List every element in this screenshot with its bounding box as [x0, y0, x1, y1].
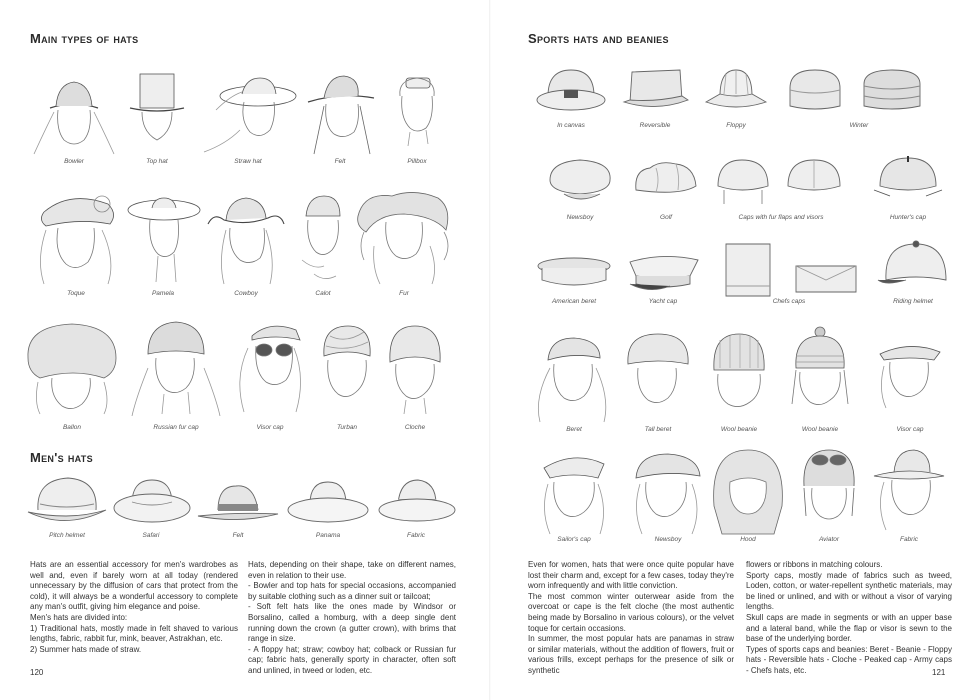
caption: Sailor's cap: [557, 536, 591, 543]
caption: Turban: [336, 424, 358, 431]
illustration-mens-felt: [196, 474, 280, 546]
illustration-top-hat: [124, 70, 190, 168]
caption: Cloche: [404, 424, 426, 431]
paragraph: Hats, depending on their shape, take on different names, even in relation to their use.: [248, 560, 456, 580]
caption: Bowler: [64, 158, 84, 165]
illustration-fabric-right: [870, 446, 948, 550]
caption: Aviator: [818, 536, 840, 543]
illustration-toque: [30, 190, 122, 302]
paragraph: 1) Traditional hats, mostly made in felt shaved to various lengths, fabric, rabbit fur, mink, beaver, Astrakhan, etc.: [30, 623, 238, 644]
illustration-pamela: [124, 190, 202, 302]
caption: Cowboy: [234, 290, 258, 297]
illustration-fabric: [374, 474, 458, 546]
caption: Reversible: [639, 122, 671, 129]
left-text-column-2: [248, 560, 456, 677]
caption: Straw hat: [234, 158, 262, 165]
right-page: [490, 0, 980, 700]
illustration-turban: [316, 322, 378, 434]
paragraph: Sporty caps, mostly made of fabrics such as tweed, Loden, cotton, or water-repellent synthetic materials, may be lined or unlined, and with or without a visor of varying lengths.: [746, 570, 952, 612]
illustration-newsboy: [544, 156, 616, 226]
illustration-ballon: [24, 318, 120, 434]
caption: In canvas: [557, 122, 585, 129]
caption: Pamela: [151, 290, 175, 297]
illustration-calot: [294, 190, 352, 302]
paragraph: Hats are an essential accessory for men's wardrobes as well and, even if barely worn at all today (rendered unnecessary by the diffusion of cars that protect from the cold), it will always be a wonderful accessory to complete any man's outfit, giving him elegance and poise.: [30, 560, 238, 612]
caption: Chefs caps: [772, 298, 806, 305]
paragraph: The most common winter outerwear aside from the overcoat or cape is the felt cloche (the most authentic being made by Borsalino in various colours), or the velvet toque for certain occasions.: [528, 591, 734, 633]
caption: Russian fur cap: [153, 424, 199, 431]
illustration-caps-with-fur-flaps: [710, 156, 852, 226]
caption: Felt: [334, 158, 346, 165]
caption: Wool beanie: [801, 426, 839, 433]
illustration-safari: [110, 474, 192, 546]
page-number: 120: [30, 668, 44, 677]
illustration-hood: [708, 446, 788, 550]
paragraph: 2) Summer hats made of straw.: [30, 644, 142, 654]
illustration-fur: [354, 186, 454, 302]
illustration-chefs-caps: [716, 240, 862, 316]
illustration-russian-fur-cap: [128, 318, 224, 434]
illustration-sailors-cap: [534, 450, 614, 550]
caption: Safari: [142, 532, 160, 539]
caption: Caps with fur flaps and visors: [738, 214, 824, 221]
illustration-pitch-helmet: [26, 474, 108, 546]
illustration-golf: [630, 156, 702, 226]
illustration-pillbox: [386, 70, 448, 168]
illustration-bowler: [28, 70, 120, 168]
paragraph: Men's hats are divided into:: [30, 612, 128, 622]
caption: Fabric: [899, 536, 919, 543]
illustration-tall-beret: [622, 330, 694, 438]
caption: Beret: [566, 426, 582, 433]
caption: Toque: [67, 290, 85, 297]
heading-mens-hats: Men's hats: [30, 450, 93, 465]
caption: Calot: [315, 290, 331, 297]
illustration-visor-cap: [230, 318, 310, 434]
left-text-column-1: [30, 560, 238, 655]
paragraph: Types of sports caps and beanies: Beret - Beanie - Floppy hats - Reversible hats - Cloche - Peaked cap - Army caps - Chefs hats, etc.: [746, 644, 952, 675]
paragraph: In summer, the most popular hats are panamas in straw or similar materials, without the addition of flowers, fruit or various frills, except perhaps for the presence of silk or synthetic: [528, 634, 734, 675]
illustration-beret: [530, 334, 618, 438]
caption: Visor cap: [256, 424, 284, 431]
paragraph: Even for women, hats that were once quite popular have lost their charm and, except for a few cases, today they're worn infrequently and with little conviction.: [528, 560, 734, 591]
caption: Hood: [740, 536, 756, 543]
caption: Riding helmet: [893, 298, 933, 305]
heading-main-types: Main types of hats: [30, 31, 139, 46]
caption: Newsboy: [566, 214, 594, 221]
illustration-cowboy: [204, 190, 288, 302]
heading-sports-hats: Sports hats and beanies: [528, 31, 669, 46]
caption: American beret: [551, 298, 597, 305]
illustration-floppy: [702, 66, 770, 134]
caption: Top hat: [146, 158, 168, 165]
illustration-reversible: [620, 66, 690, 134]
right-text-column-1: [528, 560, 734, 677]
caption: Golf: [660, 214, 672, 221]
caption: Fur: [399, 290, 409, 297]
caption: Panama: [315, 532, 341, 539]
caption: Winter: [849, 122, 869, 129]
illustration-visor-cap-right: [874, 334, 946, 438]
illustration-aviator: [798, 446, 860, 550]
illustration-riding-helmet: [876, 240, 950, 316]
caption: Visor cap: [896, 426, 924, 433]
illustration-cloche: [384, 322, 446, 434]
illustration-felt: [304, 70, 376, 168]
paragraph: - Soft felt hats like the ones made by Windsor or Borsalino, called a homburg, with a deep single dent running down the crown (a gutter crown), with brims that range in size.: [248, 602, 456, 644]
illustration-wool-beanie-2: [782, 326, 858, 438]
illustration-in-canvas: [534, 66, 608, 134]
illustration-hunters-cap: [870, 154, 946, 226]
caption: Tall beret: [644, 426, 672, 433]
caption: Ballon: [62, 424, 82, 431]
caption: Pillbox: [407, 158, 427, 165]
illustration-winter-2: [849, 66, 934, 134]
caption: Floppy: [726, 122, 746, 129]
caption: Newsboy: [654, 536, 682, 543]
illustration-straw-hat: [196, 70, 300, 168]
illustration-american-beret: [534, 250, 614, 316]
illustration-wool-beanie-1: [706, 330, 772, 438]
caption: Hunter's cap: [889, 214, 927, 221]
caption: Yacht cap: [648, 298, 678, 305]
caption: Fabric: [406, 532, 426, 539]
caption: Wool beanie: [720, 426, 758, 433]
illustration-newsboy-women: [630, 450, 706, 550]
page-number: 121: [932, 668, 946, 677]
right-text-column-2: [746, 560, 952, 677]
illustration-panama: [286, 474, 370, 546]
paragraph: flowers or ribbons in matching colours.: [746, 560, 883, 569]
paragraph: - A floppy hat; straw; cowboy hat; colback or Russian fur cap; fabric hats, generally sporty in character, often soft and unlined, in tweed or loden, etc.: [248, 644, 456, 675]
paragraph: - Bowler and top hats for special occasions, accompanied by suitable clothing such as a dinner suit or tailcoat;: [248, 581, 456, 601]
paragraph: Skull caps are made in segments or with an upper base and a lateral band, while the flap or visor is sewn to the base of the underlying border.: [746, 612, 952, 644]
illustration-yacht-cap: [620, 250, 706, 316]
caption: Pitch helmet: [49, 532, 85, 539]
caption: Felt: [232, 532, 244, 539]
